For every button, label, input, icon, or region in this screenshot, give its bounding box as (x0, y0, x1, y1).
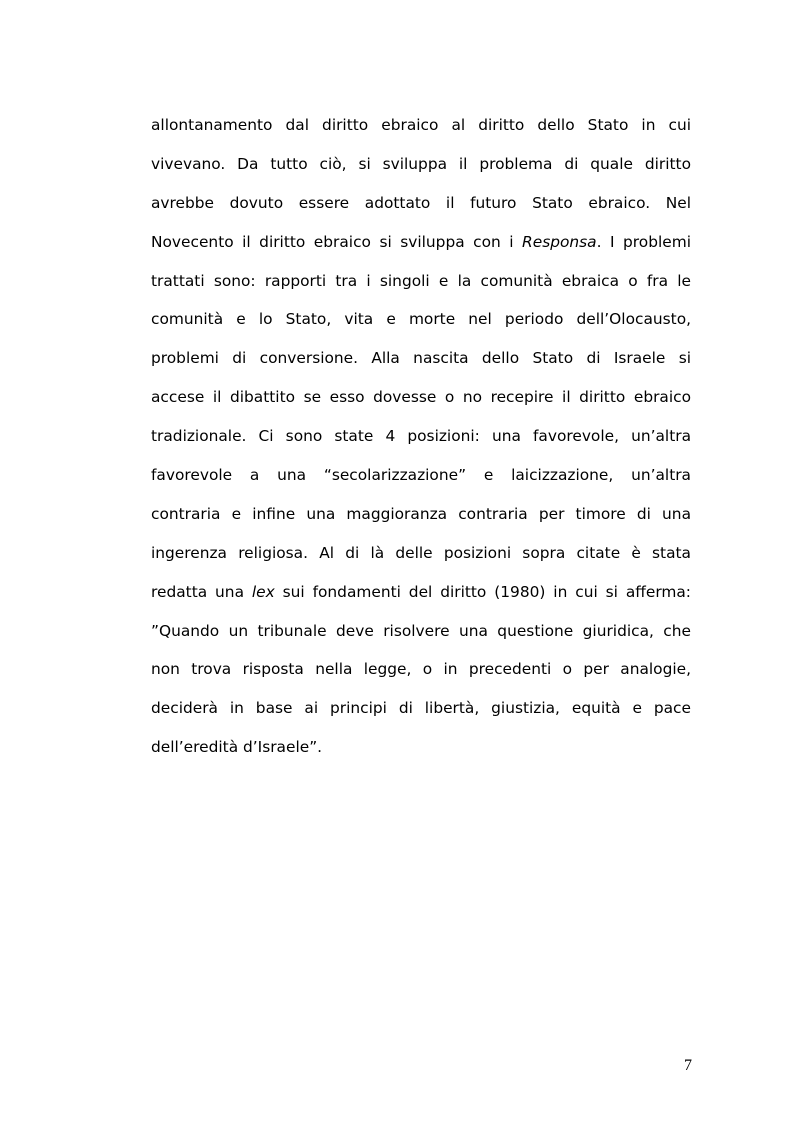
paragraph-line: accese il dibattito se esso dovesse o no recepire il diritto ebraico (151, 388, 691, 407)
paragraph-line: contraria e infine una maggioranza contraria per timore di una (151, 504, 691, 523)
paragraph-line (151, 573, 691, 612)
paragraph-line: tradizionale. Ci sono state 4 posizioni: una favorevole, un’altra (151, 427, 691, 446)
paragraph-line: deciderà in base ai principi di libertà, giustizia, equità e pace (151, 699, 691, 718)
paragraph-line: comunità e lo Stato, vita e morte nel periodo dell’Olocausto, (151, 310, 691, 329)
line-text: redatta una (151, 582, 252, 601)
paragraph-line: avrebbe dovuto essere adottato il futuro Stato ebraico. Nel (151, 193, 691, 212)
paragraph-line: favorevole a una “secolarizzazione” e laicizzazione, un’altra (151, 466, 691, 485)
line-text: sui fondamenti del diritto (1980) in cui si afferma: (274, 582, 691, 601)
line-text: Novecento il diritto ebraico si sviluppa con i (151, 232, 523, 251)
italic-term: Responsa (522, 232, 597, 251)
page-number: 7 (684, 1057, 692, 1074)
paragraph-line: ”Quando un tribunale deve risolvere una questione giuridica, che (151, 621, 691, 640)
paragraph-line: ingerenza religiosa. Al di là delle posizioni sopra citate è stata (151, 543, 691, 562)
paragraph-line: dell’eredità d’Israele”. (151, 738, 323, 757)
paragraph-line: non trova risposta nella legge, o in precedenti o per analogie, (151, 660, 691, 679)
line-text: . I problemi (596, 232, 691, 251)
paragraph-line: trattati sono: rapporti tra i singoli e la comunità ebraica o fra le (151, 271, 691, 290)
paragraph-line: allontanamento dal diritto ebraico al diritto dello Stato in cui (151, 116, 691, 134)
body-paragraph (151, 106, 691, 767)
paragraph-line: vivevano. Da tutto ciò, si sviluppa il problema di quale diritto (151, 154, 691, 173)
paragraph-line: problemi di conversione. Alla nascita dello Stato di Israele si (151, 349, 691, 368)
italic-term: lex (251, 582, 275, 601)
paragraph-line (151, 223, 691, 262)
